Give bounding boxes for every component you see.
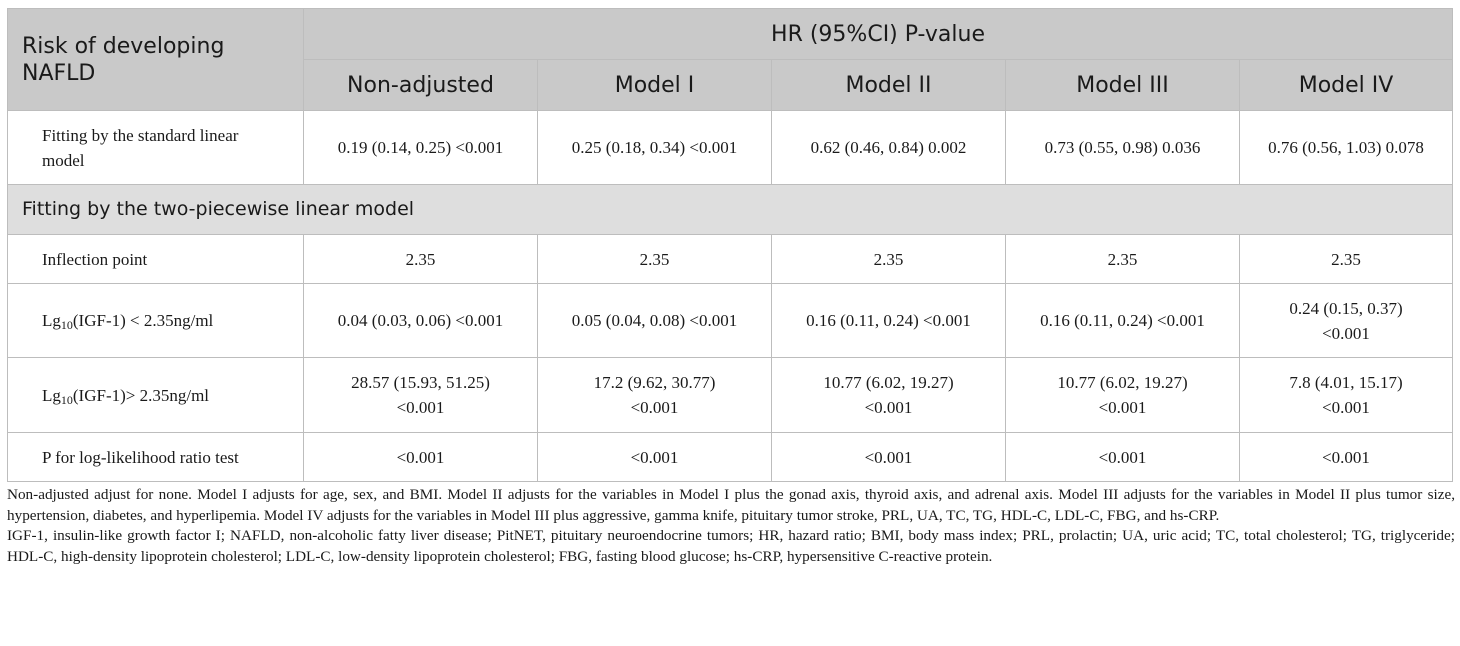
col-header-model-i: Model I	[538, 60, 772, 111]
table-footnotes	[7, 485, 1455, 567]
table-cell: 2.35	[538, 235, 772, 284]
table-cell: <0.001	[1006, 433, 1240, 482]
table-cell: 0.25 (0.18, 0.34) <0.001	[538, 111, 772, 185]
row-label: P for log-likelihood ratio test	[8, 433, 304, 482]
section-label: Fitting by the two-piecewise linear model	[8, 185, 1453, 235]
table-cell: 10.77 (6.02, 19.27) <0.001	[772, 358, 1006, 433]
table-cell: 10.77 (6.02, 19.27) <0.001	[1006, 358, 1240, 433]
table-cell: <0.001	[538, 433, 772, 482]
col-header-model-iii: Model III	[1006, 60, 1240, 111]
col-header-model-ii: Model II	[772, 60, 1006, 111]
row-label: $Lg_{10}(IGF-1) < 2.35ng/ml$	[8, 284, 304, 358]
table-cell: 0.73 (0.55, 0.98) 0.036	[1006, 111, 1240, 185]
table-cell: 0.76 (0.56, 1.03) 0.078	[1240, 111, 1453, 185]
table-cell: 0.24 (0.15, 0.37) <0.001	[1240, 284, 1453, 358]
table-cell: 17.2 (9.62, 30.77) <0.001	[538, 358, 772, 433]
table-cell: 28.57 (15.93, 51.25) <0.001	[304, 358, 538, 433]
table-cell: 7.8 (4.01, 15.17) <0.001	[1240, 358, 1453, 433]
table-row-inflection	[8, 235, 1453, 284]
table-cell: 2.35	[1006, 235, 1240, 284]
footnote-models: Non-adjusted adjust for none. Model I adjusts for age, sex, and BMI. Model II adjusts for the variables in Model I plus the gonad axis, thyroid axis, and adrenal axis. Model III adjusts for the variables in Model II plus tumor size, hypertension, diabetes, and hyperlipemia. Model IV adjusts for the variables in Model III plus aggressive, gamma knife, pituitary tumor stroke, PRL, UA, TC, TG, HDL-C, LDL-C, FBG, and hs-CRP.	[7, 486, 1455, 524]
table-cell: 2.35	[304, 235, 538, 284]
col-header-model-iv: Model IV	[1240, 60, 1453, 111]
section-row	[8, 185, 1453, 235]
table-cell: 0.19 (0.14, 0.25) <0.001	[304, 111, 538, 185]
results-table	[7, 8, 1453, 482]
table-cell: 0.16 (0.11, 0.24) <0.001	[1006, 284, 1240, 358]
row-label: Inflection point	[8, 235, 304, 284]
table-row-standard-linear	[8, 111, 1453, 185]
row-label: $Lg_{10}(IGF-1)> 2.35ng/ml$	[8, 358, 304, 433]
table-row-above-inflection	[8, 358, 1453, 433]
table-cell: 0.16 (0.11, 0.24) <0.001	[772, 284, 1006, 358]
col-header-non-adjusted: Non-adjusted	[304, 60, 538, 111]
risk-header: Risk of developing NAFLD	[8, 9, 304, 111]
table-cell: 2.35	[1240, 235, 1453, 284]
table-row-below-inflection	[8, 284, 1453, 358]
hr-header: HR (95%CI) P-value	[304, 9, 1453, 60]
table-cell: 0.05 (0.04, 0.08) <0.001	[538, 284, 772, 358]
table-cell: 0.04 (0.03, 0.06) <0.001	[304, 284, 538, 358]
table-cell: <0.001	[304, 433, 538, 482]
table-cell: 2.35	[772, 235, 1006, 284]
table-cell: <0.001	[772, 433, 1006, 482]
footnote-abbreviations: IGF-1, insulin-like growth factor I; NAFLD, non-alcoholic fatty liver disease; PitNET, pituitary neuroendocrine tumors; HR, hazard ratio; BMI, body mass index; PRL, prolactin; UA, uric acid; TC, total cholesterol; TG, triglyceride; HDL-C, high-density lipoprotein cholesterol; LDL-C, low-density lipoprotein cholesterol; FBG, fasting blood glucose; hs-CRP, hypersensitive C-reactive protein.	[7, 527, 1455, 565]
table-row-ratio-test	[8, 433, 1453, 482]
table-cell: 0.62 (0.46, 0.84) 0.002	[772, 111, 1006, 185]
row-label: Fitting by the standard linear model	[8, 111, 304, 185]
table-cell: <0.001	[1240, 433, 1453, 482]
